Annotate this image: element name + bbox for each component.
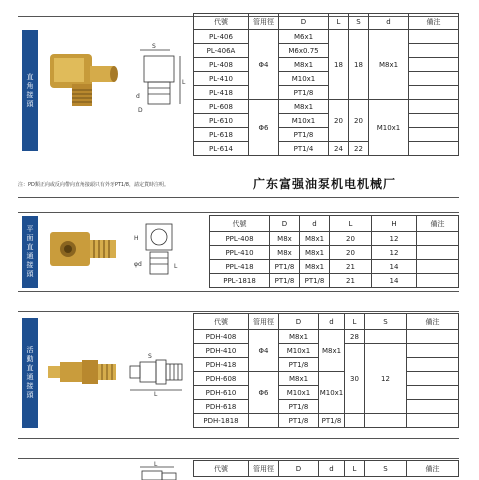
thread-d: M8x1 — [279, 372, 319, 386]
label-char: 通 — [26, 373, 34, 381]
swivel-fitting-diagram — [124, 350, 190, 396]
part-code: PL-618 — [194, 128, 249, 142]
column-header: L — [345, 461, 365, 477]
label-char: 頭 — [26, 99, 34, 108]
remark — [417, 274, 459, 288]
part-code: PL-410 — [194, 72, 249, 86]
table-row — [194, 44, 459, 58]
column-header: L — [330, 216, 372, 232]
thread-d: PT1/8 — [279, 358, 319, 372]
label-char: 頭 — [26, 270, 34, 278]
remark — [409, 100, 459, 114]
section-label — [22, 318, 38, 428]
label-char: 活 — [26, 346, 34, 354]
length-l: 18 — [329, 30, 349, 100]
table-row — [194, 142, 459, 156]
thread-d: M6x0.75 — [279, 44, 329, 58]
svg-text:L: L — [182, 79, 186, 86]
table-row — [194, 114, 459, 128]
table-row — [210, 260, 459, 274]
pipe-diameter: Φ6 — [249, 100, 279, 156]
elbow-diagram — [124, 40, 190, 120]
remark — [407, 330, 459, 344]
svg-text:d: d — [136, 93, 140, 100]
thread-d: PT1/8 — [279, 414, 319, 428]
label-char: 角 — [26, 81, 34, 90]
flat-fitting-photo — [44, 222, 124, 280]
column-header: 備注 — [409, 14, 459, 30]
remark — [407, 400, 459, 414]
section-label — [22, 216, 38, 288]
thread-small-d: PT1/8 — [319, 414, 345, 428]
part-code: PPL-1818 — [210, 274, 270, 288]
size-s: 20 — [349, 100, 369, 142]
length-l: 21 — [330, 274, 372, 288]
size-s: 22 — [349, 142, 369, 156]
part-code: PDH-408 — [194, 330, 249, 344]
height-h: 14 — [372, 260, 417, 274]
table-row — [194, 414, 459, 428]
column-header: D — [270, 216, 300, 232]
length-l: 28 — [345, 330, 365, 344]
table-row — [194, 372, 459, 386]
label-char: 直 — [26, 243, 34, 251]
table-row — [194, 72, 459, 86]
divider — [18, 291, 459, 292]
thread-small-d: M8x1 — [300, 260, 330, 274]
remark — [409, 30, 459, 44]
length-l: 20 — [330, 232, 372, 246]
part-code: PPL-410 — [210, 246, 270, 260]
label-char: 頭 — [26, 391, 34, 399]
svg-text:φd: φd — [134, 261, 142, 268]
size-s: 18 — [349, 30, 369, 100]
thread-d: M10x1 — [279, 344, 319, 358]
thread-small-d: M10x1 — [319, 372, 345, 414]
table-row — [194, 100, 459, 114]
size-s: 12 — [365, 344, 407, 414]
column-header: 管用徑 — [249, 461, 279, 477]
remark — [407, 386, 459, 400]
label-char: 通 — [26, 252, 34, 260]
elbow-fitting-photo — [42, 44, 120, 116]
svg-text:L: L — [174, 263, 178, 270]
remark — [409, 142, 459, 156]
part-code: PL-608 — [194, 100, 249, 114]
label-char: 接 — [26, 382, 34, 390]
part-code: PPL-418 — [210, 260, 270, 274]
column-header: 備注 — [417, 216, 459, 232]
length-l: 21 — [330, 260, 372, 274]
thread-d: PT1/8 — [279, 86, 329, 100]
remark — [407, 372, 459, 386]
thread-small-d: M8x1 — [300, 246, 330, 260]
label-char: 面 — [26, 234, 34, 242]
swivel-fitting-photo — [44, 352, 122, 392]
column-header: 代號 — [210, 216, 270, 232]
remark — [409, 72, 459, 86]
flat-fitting-diagram — [128, 218, 190, 288]
thread-small-d: M8x1 — [369, 30, 409, 100]
table-row — [194, 30, 459, 44]
label-char: 平 — [26, 225, 34, 233]
remark — [417, 260, 459, 274]
height-h: 14 — [372, 274, 417, 288]
length-l: 30 — [345, 344, 365, 414]
thread-d: M10x1 — [279, 114, 329, 128]
height-h: 12 — [372, 246, 417, 260]
part-code: PL-408 — [194, 58, 249, 72]
column-header: H — [372, 216, 417, 232]
thread-small-d: M8x1 — [319, 330, 345, 372]
column-header: D — [279, 14, 329, 30]
part-code: PDH-410 — [194, 344, 249, 358]
fitting-diagram-partial — [124, 461, 190, 480]
pipe-diameter: Φ4 — [249, 330, 279, 372]
divider — [18, 212, 459, 213]
thread-d: M10x1 — [279, 72, 329, 86]
column-header: L — [345, 314, 365, 330]
thread-small-d: PT1/8 — [300, 274, 330, 288]
thread-d: M8x1 — [279, 330, 319, 344]
thread-d: PT1/8 — [270, 260, 300, 274]
thread-small-d: M10x1 — [369, 100, 409, 156]
table-row — [210, 246, 459, 260]
thread-d: M10x1 — [279, 386, 319, 400]
pipe-diameter: Φ4 — [249, 30, 279, 100]
label-char: 直 — [26, 364, 34, 372]
part-code: PL-610 — [194, 114, 249, 128]
section-label — [22, 30, 38, 151]
length-l: 20 — [329, 100, 349, 142]
company-name: 广东富强油泵机电机械厂 — [253, 177, 397, 191]
divider — [18, 458, 459, 459]
size-s — [365, 330, 407, 344]
thread-d: M8x1 — [279, 100, 329, 114]
size-s — [365, 414, 407, 428]
length-l: 20 — [330, 246, 372, 260]
pipe-diameter: Φ6 — [249, 372, 279, 414]
column-header: 代號 — [194, 461, 249, 477]
height-h: 12 — [372, 232, 417, 246]
column-header: 代號 — [194, 14, 249, 30]
remark — [407, 344, 459, 358]
thread-d: M8x1 — [279, 58, 329, 72]
svg-text:L: L — [154, 391, 158, 396]
column-header: 管用徑 — [249, 14, 279, 30]
table-row — [194, 58, 459, 72]
column-header: L — [329, 14, 349, 30]
column-header: S — [349, 14, 369, 30]
part-code: PDH-608 — [194, 372, 249, 386]
column-header: 備注 — [407, 314, 459, 330]
remark — [409, 114, 459, 128]
column-header: 備注 — [407, 461, 459, 477]
remark — [407, 414, 459, 428]
column-header: D — [279, 314, 319, 330]
remark — [409, 128, 459, 142]
label-char: 直 — [26, 72, 34, 81]
column-header: 代號 — [194, 314, 249, 330]
spec-table-1 — [193, 13, 459, 156]
thread-d: PT1/8 — [279, 128, 329, 142]
thread-d: PT1/4 — [279, 142, 329, 156]
column-header: d — [369, 14, 409, 30]
footnote: 注：PD類正向或反向帶向直角接頭只有外牙PT1/8，請定貨時注明。 — [18, 182, 169, 188]
divider — [18, 197, 459, 198]
spec-table-3 — [193, 313, 459, 428]
column-header: S — [365, 314, 407, 330]
table-row — [210, 232, 459, 246]
label-char: 接 — [26, 90, 34, 99]
table-row — [194, 86, 459, 100]
thread-d: PT1/8 — [279, 400, 319, 414]
thread-d: M6x1 — [279, 30, 329, 44]
remark — [409, 44, 459, 58]
part-code: PL-406A — [194, 44, 249, 58]
spec-table-4 — [193, 460, 459, 477]
part-code: PDH-610 — [194, 386, 249, 400]
thread-d: PT1/8 — [270, 274, 300, 288]
column-header: S — [365, 461, 407, 477]
length-l — [345, 414, 365, 428]
part-code: PDH-1818 — [194, 414, 249, 428]
table-row — [194, 128, 459, 142]
svg-text:D: D — [138, 107, 143, 114]
part-code: PL-614 — [194, 142, 249, 156]
svg-text:L: L — [154, 461, 158, 468]
pipe-diameter — [249, 414, 279, 428]
table-row — [210, 274, 459, 288]
column-header: d — [319, 461, 345, 477]
part-code: PPL-408 — [210, 232, 270, 246]
divider — [18, 311, 459, 312]
thread-small-d: M8x1 — [300, 232, 330, 246]
label-char: 接 — [26, 261, 34, 269]
spec-table-2 — [209, 215, 459, 288]
remark — [417, 246, 459, 260]
svg-text:H: H — [134, 235, 139, 242]
part-code: PDH-418 — [194, 358, 249, 372]
svg-text:S: S — [152, 43, 156, 50]
table-row — [194, 330, 459, 344]
remark — [409, 58, 459, 72]
remark — [409, 86, 459, 100]
thread-d: M8x — [270, 246, 300, 260]
remark — [417, 232, 459, 246]
column-header: d — [300, 216, 330, 232]
thread-d: M8x — [270, 232, 300, 246]
label-char: 動 — [26, 355, 34, 363]
svg-text:S: S — [148, 353, 152, 360]
length-l: 24 — [329, 142, 349, 156]
column-header: D — [279, 461, 319, 477]
column-header: 管用徑 — [249, 314, 279, 330]
column-header: d — [319, 314, 345, 330]
part-code: PDH-618 — [194, 400, 249, 414]
part-code: PL-406 — [194, 30, 249, 44]
part-code: PL-418 — [194, 86, 249, 100]
divider — [18, 438, 459, 439]
remark — [407, 358, 459, 372]
